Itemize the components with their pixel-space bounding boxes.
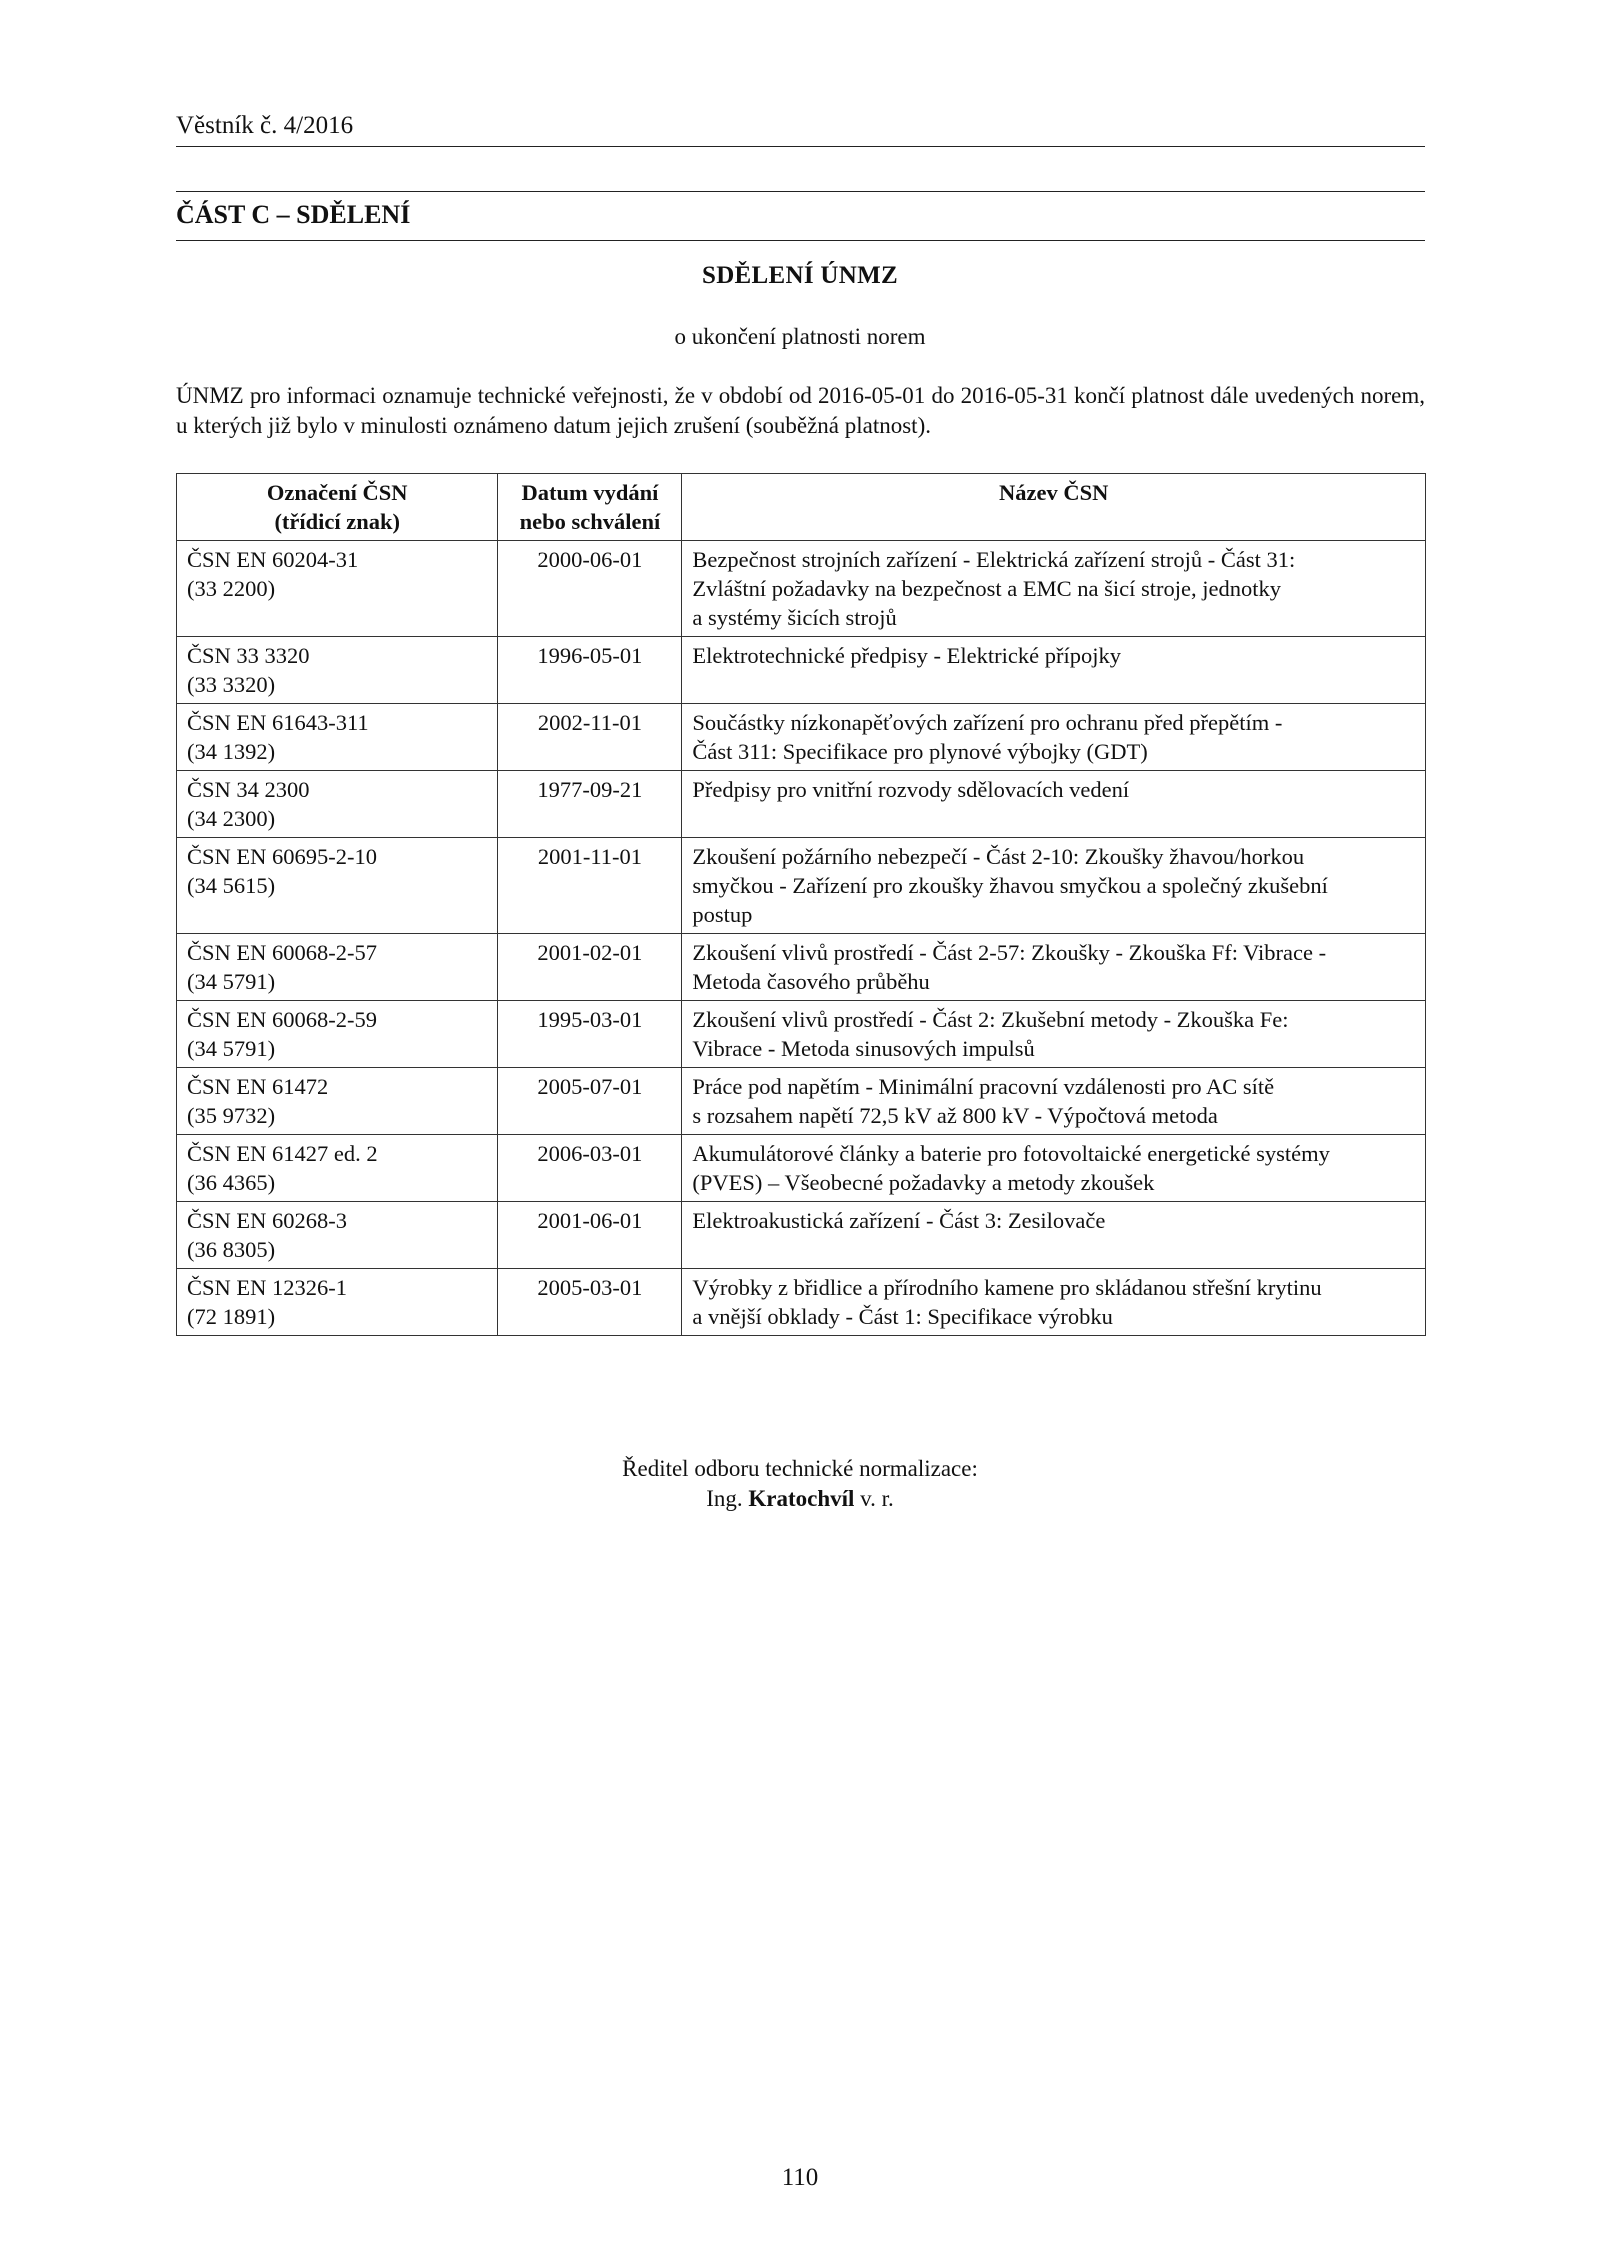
designation-cell <box>177 1202 498 1269</box>
standard-designation: ČSN EN 60204-31 <box>187 547 359 572</box>
designation-cell <box>177 1269 498 1336</box>
designation-cell <box>177 1068 498 1135</box>
standard-designation: ČSN EN 60268-3 <box>187 1208 348 1233</box>
standard-name-line: Zkoušení vlivů prostředí - Část 2-57: Zkoušky - Zkouška Ff: Vibrace - <box>692 940 1327 965</box>
signature-role: Ředitel odboru technické normalizace: <box>622 1456 978 1481</box>
date-cell: 2001-11-01 <box>498 838 682 934</box>
date-cell: 2001-02-01 <box>498 934 682 1001</box>
standard-name-line: Akumulátorové články a baterie pro fotovoltaické energetické systémy <box>692 1141 1330 1166</box>
classification-code: (72 1891) <box>187 1304 276 1329</box>
table-row <box>177 1269 1426 1336</box>
standard-designation: ČSN EN 60068-2-57 <box>187 940 377 965</box>
table-row <box>177 934 1426 1001</box>
name-cell <box>682 1135 1426 1202</box>
table-body <box>177 541 1426 1336</box>
date-cell: 2002-11-01 <box>498 704 682 771</box>
section-rule-top <box>176 191 1425 192</box>
name-cell <box>682 1269 1426 1336</box>
signature-prefix: Ing. <box>706 1486 749 1511</box>
standard-name-line: Předpisy pro vnitřní rozvody sdělovacích vedení <box>692 777 1130 802</box>
header-designation-line: Označení ČSN <box>266 480 408 505</box>
standard-name-line: Elektroakustická zařízení - Část 3: Zesilovače <box>692 1208 1106 1233</box>
table-row <box>177 1001 1426 1068</box>
table-row <box>177 637 1426 704</box>
standard-name-line: a systémy šicích strojů <box>692 605 897 630</box>
signature-surname: Kratochvíl <box>748 1486 855 1511</box>
standard-name-line: Výrobky z břidlice a přírodního kamene pro skládanou střešní krytinu <box>692 1275 1322 1300</box>
designation-cell <box>177 637 498 704</box>
signature-block <box>0 1454 1600 1514</box>
standard-name-line: s rozsahem napětí 72,5 kV až 800 kV - Výpočtová metoda <box>692 1103 1218 1128</box>
standard-name-line: Zkoušení požárního nebezpečí - Část 2-10: Zkoušky žhavou/horkou <box>692 844 1305 869</box>
standard-name-line: Elektrotechnické předpisy - Elektrické přípojky <box>692 643 1121 668</box>
standard-name-line: smyčkou - Zařízení pro zkoušky žhavou smyčkou a společný zkušební <box>692 873 1328 898</box>
header-rule <box>176 146 1425 147</box>
date-cell: 2005-03-01 <box>498 1269 682 1336</box>
name-cell <box>682 1202 1426 1269</box>
standard-name-line: Část 311: Specifikace pro plynové výbojky (GDT) <box>692 739 1148 764</box>
header-date-line: Datum vydání <box>521 480 659 505</box>
header-designation-line: (třídicí znak) <box>274 509 401 534</box>
signature-name <box>0 1484 1600 1514</box>
standard-name-line: Bezpečnost strojních zařízení - Elektrická zařízení strojů - Část 31: <box>692 547 1296 572</box>
name-cell <box>682 637 1426 704</box>
designation-cell <box>177 704 498 771</box>
designation-cell <box>177 771 498 838</box>
table-row <box>177 1202 1426 1269</box>
name-cell <box>682 838 1426 934</box>
standard-name-line: Metoda časového průběhu <box>692 969 930 994</box>
standard-designation: ČSN EN 61427 ed. 2 <box>187 1141 378 1166</box>
date-cell: 1995-03-01 <box>498 1001 682 1068</box>
designation-cell <box>177 838 498 934</box>
standards-table <box>176 473 1426 1336</box>
table-row <box>177 1068 1426 1135</box>
designation-cell <box>177 1001 498 1068</box>
page-number: 110 <box>781 2164 819 2191</box>
header-name: Název ČSN <box>682 474 1426 541</box>
date-cell: 1996-05-01 <box>498 637 682 704</box>
classification-code: (34 5791) <box>187 969 276 994</box>
name-cell <box>682 541 1426 637</box>
standard-designation: ČSN EN 12326-1 <box>187 1275 348 1300</box>
classification-code: (36 8305) <box>187 1237 276 1262</box>
classification-code: (34 5791) <box>187 1036 276 1061</box>
table-row <box>177 704 1426 771</box>
table-row <box>177 541 1426 637</box>
intro-paragraph: ÚNMZ pro informaci oznamuje technické veřejnosti, že v období od 2016-05-01 do 2016-05-31 končí platnost dále uvedených norem, u kterých již bylo v minulosti oznámeno datum jejich zrušení (souběžná platnost). <box>176 383 1425 438</box>
standard-name-line: (PVES) – Všeobecné požadavky a metody zkoušek <box>692 1170 1155 1195</box>
classification-code: (34 5615) <box>187 873 276 898</box>
designation-cell <box>177 934 498 1001</box>
table-row <box>177 1135 1426 1202</box>
standard-name-line: a vnější obklady - Část 1: Specifikace výrobku <box>692 1304 1113 1329</box>
table-header-row <box>177 474 1426 541</box>
classification-code: (33 2200) <box>187 576 276 601</box>
name-cell <box>682 1068 1426 1135</box>
header-designation <box>177 474 498 541</box>
standard-name-line: Součástky nízkonapěťových zařízení pro ochranu před přepětím - <box>692 710 1283 735</box>
table-row <box>177 771 1426 838</box>
designation-cell <box>177 1135 498 1202</box>
date-cell: 2001-06-01 <box>498 1202 682 1269</box>
standard-designation: ČSN 33 3320 <box>187 643 310 668</box>
running-head: Věstník č. 4/2016 <box>176 112 354 139</box>
classification-code: (34 2300) <box>187 806 276 831</box>
standard-designation: ČSN EN 60695-2-10 <box>187 844 377 869</box>
name-cell <box>682 934 1426 1001</box>
classification-code: (34 1392) <box>187 739 276 764</box>
standard-name-line: Vibrace - Metoda sinusových impulsů <box>692 1036 1035 1061</box>
name-cell <box>682 771 1426 838</box>
notice-subtitle: o ukončení platnosti norem <box>674 324 926 349</box>
name-cell <box>682 704 1426 771</box>
designation-cell <box>177 541 498 637</box>
signature-suffix: v. r. <box>854 1486 894 1511</box>
standard-designation: ČSN EN 61643-311 <box>187 710 369 735</box>
classification-code: (33 3320) <box>187 672 276 697</box>
date-cell: 2000-06-01 <box>498 541 682 637</box>
standard-name-line: postup <box>692 902 753 927</box>
date-cell: 2006-03-01 <box>498 1135 682 1202</box>
standard-name-line: Zvláštní požadavky na bezpečnost a EMC na šicí stroje, jednotky <box>692 576 1281 601</box>
header-date-line: nebo schválení <box>519 509 661 534</box>
standard-name-line: Zkoušení vlivů prostředí - Část 2: Zkušební metody - Zkouška Fe: <box>692 1007 1289 1032</box>
standard-designation: ČSN EN 61472 <box>187 1074 329 1099</box>
notice-title: SDĚLENÍ ÚNMZ <box>702 262 898 289</box>
date-cell: 2005-07-01 <box>498 1068 682 1135</box>
standard-name-line: Práce pod napětím - Minimální pracovní vzdálenosti pro AC sítě <box>692 1074 1275 1099</box>
classification-code: (36 4365) <box>187 1170 276 1195</box>
table-row <box>177 838 1426 934</box>
header-date <box>498 474 682 541</box>
standard-designation: ČSN EN 60068-2-59 <box>187 1007 377 1032</box>
section-title: ČÁST C – SDĚLENÍ <box>176 200 411 229</box>
date-cell: 1977-09-21 <box>498 771 682 838</box>
section-rule-bottom <box>176 240 1425 241</box>
standard-designation: ČSN 34 2300 <box>187 777 310 802</box>
name-cell <box>682 1001 1426 1068</box>
classification-code: (35 9732) <box>187 1103 276 1128</box>
